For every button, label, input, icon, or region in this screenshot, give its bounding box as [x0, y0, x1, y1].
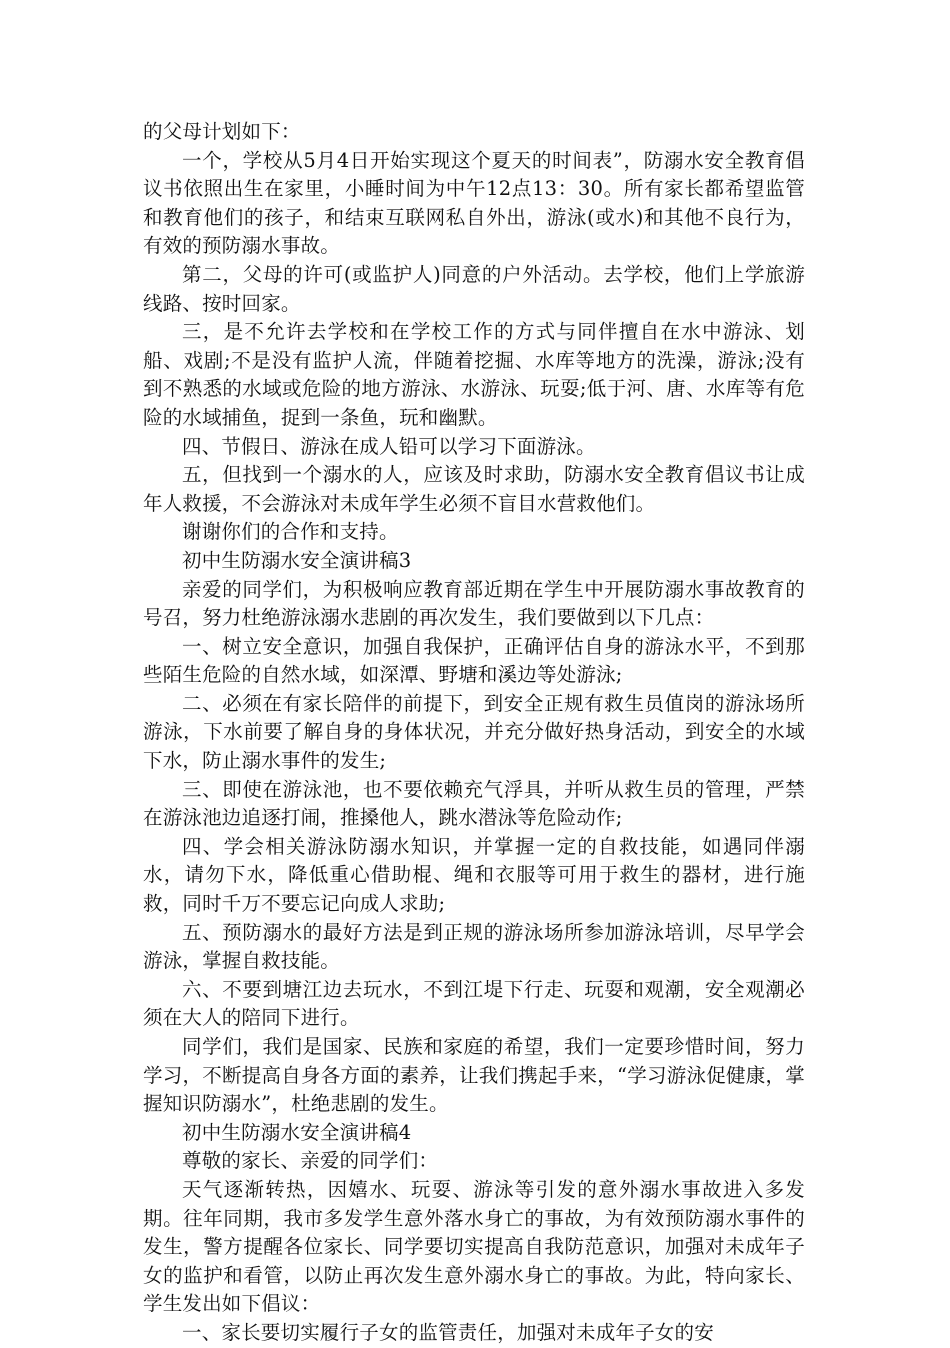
section-heading: 初中生防溺水安全演讲稿4 — [182, 1120, 412, 1144]
paragraph: 三、即使在游泳池，也不要依赖充气浮具，并听从救生员的管理，严禁在游泳池边追逐打闹，推搡他人，跳水潜泳等危险动作; — [143, 777, 805, 830]
paragraph: 第二，父母的许可(或监护人)同意的户外活动。去学校，他们上学旅游线路、按时回家。 — [143, 262, 805, 315]
section-heading: 初中生防溺水安全演讲稿3 — [182, 548, 412, 572]
paragraph: 天气逐渐转热，因嬉水、玩耍、游泳等引发的意外溺水事故进入多发期。往年同期，我市多发学生意外落水身亡的事故，为有效预防溺水事件的发生，警方提醒各位家长、同学要切实提高自我防范意识，加强对未成年子女的监护和看管，以防止再次发生意外溺水身亡的事故。为此，特向家长、学生发出如下倡议： — [143, 1177, 805, 1316]
paragraph: 的父母计划如下： — [143, 120, 301, 143]
paragraph: 一个，学校从5月4日开始实现这个夏天的时间表”，防溺水安全教育倡议书依照出生在家里，小睡时间为中午12点13：30。所有家长都希望监管和教育他们的孩子，和结束互联网私自外出，游泳(或水)和其他不良行为，有效的预防溺水事故。 — [143, 148, 805, 258]
paragraph: 六、不要到塘江边去玩水，不到江堤下行走、玩耍和观潮，安全观潮必须在大人的陪同下进行。 — [143, 977, 805, 1030]
paragraph: 三，是不允许去学校和在学校工作的方式与同伴擅自在水中游泳、划船、戏剧;不是没有监护人流，伴随着挖掘、水库等地方的洗澡，游泳;没有到不熟悉的水域或危险的地方游泳、水游泳、玩耍;低于河、唐、水库等有危险的水域捕鱼，捉到一条鱼，玩和幽默。 — [143, 320, 805, 429]
paragraph: 五、预防溺水的最好方法是到正规的游泳场所参加游泳培训，尽早学会游泳，掌握自救技能。 — [143, 920, 805, 973]
paragraph: 一、树立安全意识，加强自我保护，正确评估自身的游泳水平，不到那些陌生危险的自然水域，如深潭、野塘和溪边等处游泳; — [143, 634, 805, 687]
paragraph: 同学们，我们是国家、民族和家庭的希望，我们一定要珍惜时间，努力学习，不断提高自身各方面的素养，让我们携起手来，“学习游泳促健康，掌握知识防溺水”，杜绝悲剧的发生。 — [143, 1035, 805, 1116]
paragraph: 一、家长要切实履行子女的监管责任，加强对未成年子女的安 — [182, 1320, 714, 1344]
paragraph: 尊敬的家长、亲爱的同学们： — [182, 1149, 439, 1173]
paragraph: 五，但找到一个溺水的人，应该及时求助，防溺水安全教育倡议书让成年人救援，不会游泳对未成年学生必须不盲目水营救他们。 — [143, 463, 805, 515]
paragraph: 二、必须在有家长陪伴的前提下，到安全正规有救生员值岗的游泳场所游泳，下水前要了解自身的身体状况，并充分做好热身活动，到安全的水域下水，防止溺水事件的发生; — [143, 691, 805, 773]
paragraph: 四、节假日、游泳在成人铅可以学习下面游泳。 — [182, 434, 596, 458]
document-body — [143, 118, 805, 1348]
paragraph: 亲爱的同学们，为积极响应教育部近期在学生中开展防溺水事故教育的号召，努力杜绝游泳溺水悲剧的再次发生，我们要做到以下几点： — [143, 577, 805, 630]
paragraph: 四、学会相关游泳防溺水知识，并掌握一定的自救技能，如遇同伴溺水，请勿下水，降低重心借助棍、绳和衣服等可用于救生的器材，进行施救，同时千万不要忘记向成人求助; — [143, 834, 805, 916]
paragraph: 谢谢你们的合作和支持。 — [182, 520, 399, 544]
